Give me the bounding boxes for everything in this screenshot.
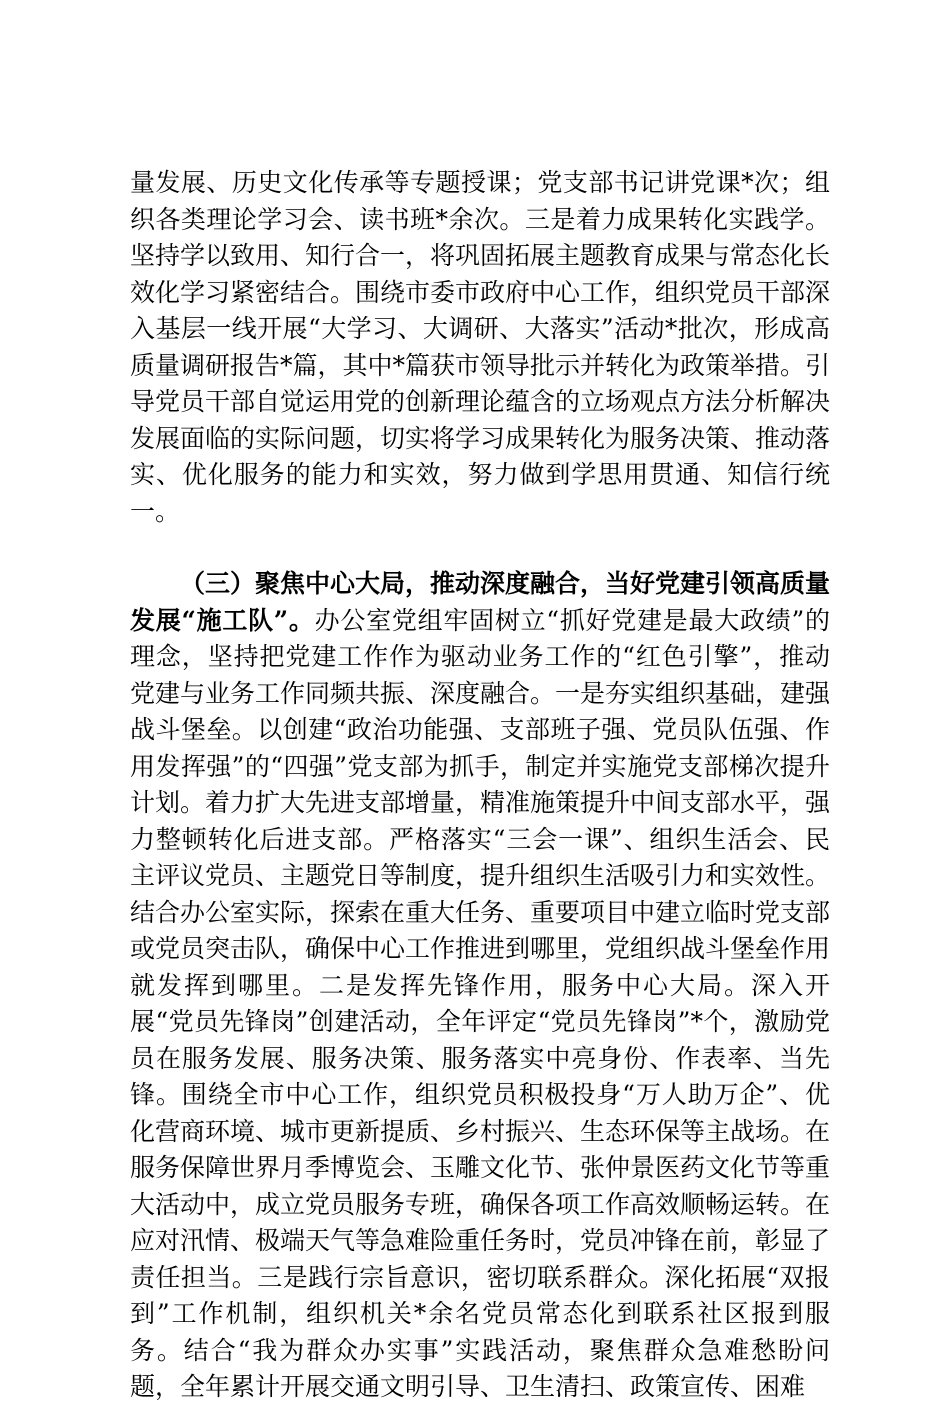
- document-page: [130, 165, 830, 1406]
- section-3-heading: （三）聚焦中心大局，推动深度融合，当好党建引领高质量发展“施工队”。: [130, 569, 831, 635]
- paragraph-section-3: [130, 566, 830, 1406]
- paragraph-study-results: 量发展、历史文化传承等专题授课；党支部书记讲党课*次；组织各类理论学习会、读书班*余次。三是着力成果转化实践学。坚持学以致用、知行合一，将巩固拓展主题教育成果与常态化长效化学习紧密结合。围绕市委市政府中心工作，组织党员干部深入基层一线开展“大学习、大调研、大落实”活动*批次，形成高质量调研报告*篇，其中*篇获市领导批示并转化为政策举措。引导党员干部自觉运用党的创新理论蕴含的立场观点方法分析解决发展面临的实际问题，切实将学习成果转化为服务决策、推动落实、优化服务的能力和实效，努力做到学思用贯通、知信行统一。: [130, 168, 831, 526]
- section-3-body: 办公室党组牢固树立“抓好党建是最大政绩”的理念，坚持把党建工作作为驱动业务工作的“红色引擎”，推动党建与业务工作同频共振、深度融合。一是夯实组织基础，建强战斗堡垒。以创建“政治功能强、支部班子强、党员队伍强、作用发挥强”的“四强”党支部为抓手，制定并实施党支部梯次提升计划。着力扩大先进支部增量，精准施策提升中间支部水平，强力整顿转化后进支部。严格落实“三会一课”、组织生活会、民主评议党员、主题党日等制度，提升组织生活吸引力和实效性。结合办公室实际，探索在重大任务、重要项目中建立临时党支部或党员突击队，确保中心工作推进到哪里，党组织战斗堡垒作用就发挥到哪里。二是发挥先锋作用，服务中心大局。深入开展“党员先锋岗”创建活动，全年评定“党员先锋岗”*个，激励党员在服务发展、服务决策、服务落实中亮身份、作表率、当先锋。围绕全市中心工作，组织党员积极投身“万人助万企”、优化营商环境、城市更新提质、乡村振兴、生态环保等主战场。在服务保障世界月季博览会、玉雕文化节、张仲景医药文化节等重大活动中，成立党员服务专班，确保各项工作高效顺畅运转。在应对汛情、极端天气等急难险重任务时，党员冲锋在前，彰显了责任担当。三是践行宗旨意识，密切联系群众。深化拓展“双报到”工作机制，组织机关*余名党员常态化到联系社区报到服务。结合“我为群众办实事”实践活动，聚焦群众急难愁盼问题，全年累计开展交通文明引导、卫生清扫、政策宣传、困难: [130, 605, 831, 1401]
